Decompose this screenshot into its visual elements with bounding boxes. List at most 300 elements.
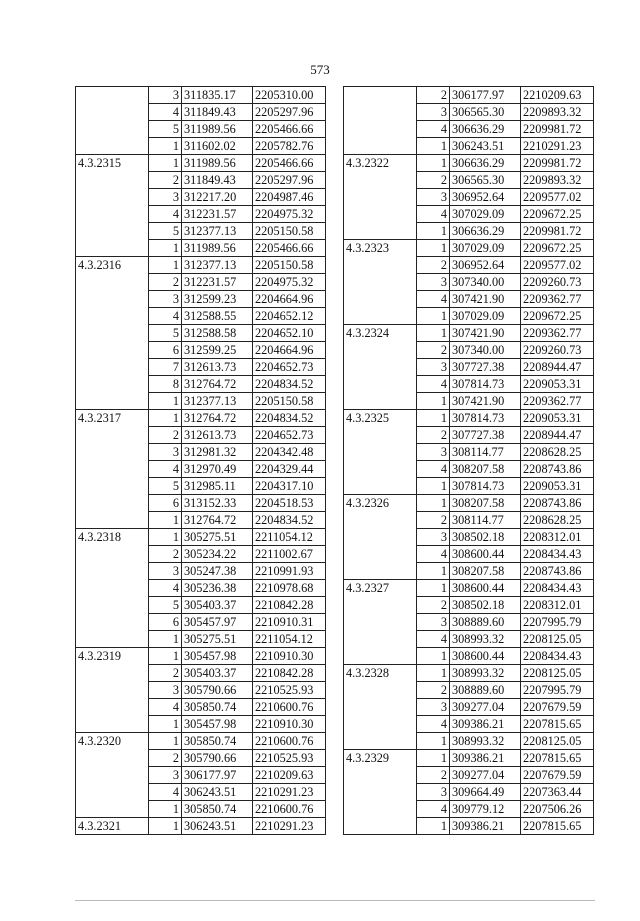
point-number-cell: 1 [417, 138, 450, 155]
plot-id-cell: 4.3.2322 [344, 155, 417, 240]
x-coordinate-cell: 307421.90 [450, 393, 521, 410]
table-row [344, 87, 594, 104]
point-number-cell: 2 [417, 257, 450, 274]
y-coordinate-cell: 2209260.73 [521, 274, 594, 291]
x-coordinate-cell: 306177.97 [182, 767, 253, 784]
x-coordinate-cell: 312981.32 [182, 444, 253, 461]
point-number-cell: 7 [149, 359, 182, 376]
x-coordinate-cell: 306565.30 [450, 104, 521, 121]
point-number-cell: 1 [149, 733, 182, 750]
x-coordinate-cell: 312377.13 [182, 393, 253, 410]
table-row [76, 155, 326, 172]
y-coordinate-cell: 2210600.76 [253, 801, 326, 818]
x-coordinate-cell: 307421.90 [450, 291, 521, 308]
y-coordinate-cell: 2209672.25 [521, 308, 594, 325]
point-number-cell: 1 [149, 648, 182, 665]
x-coordinate-cell: 309277.04 [450, 699, 521, 716]
plot-id-cell: 4.3.2329 [344, 750, 417, 835]
x-coordinate-cell: 305275.51 [182, 529, 253, 546]
x-coordinate-cell: 305850.74 [182, 699, 253, 716]
point-number-cell: 2 [417, 512, 450, 529]
x-coordinate-cell: 308889.60 [450, 682, 521, 699]
point-number-cell: 1 [149, 393, 182, 410]
y-coordinate-cell: 2204652.73 [253, 359, 326, 376]
x-coordinate-cell: 307727.38 [450, 427, 521, 444]
y-coordinate-cell: 2210600.76 [253, 699, 326, 716]
y-coordinate-cell: 2209260.73 [521, 342, 594, 359]
point-number-cell: 3 [149, 291, 182, 308]
point-number-cell: 6 [149, 342, 182, 359]
y-coordinate-cell: 2209893.32 [521, 172, 594, 189]
table-row [344, 155, 594, 172]
x-coordinate-cell: 305234.22 [182, 546, 253, 563]
x-coordinate-cell: 312599.23 [182, 291, 253, 308]
y-coordinate-cell: 2204834.52 [253, 376, 326, 393]
point-number-cell: 3 [417, 189, 450, 206]
table-row [76, 529, 326, 546]
y-coordinate-cell: 2211054.12 [253, 631, 326, 648]
point-number-cell: 4 [417, 716, 450, 733]
point-number-cell: 1 [417, 495, 450, 512]
y-coordinate-cell: 2210209.63 [253, 767, 326, 784]
x-coordinate-cell: 305457.98 [182, 648, 253, 665]
point-number-cell: 1 [149, 240, 182, 257]
y-coordinate-cell: 2211054.12 [253, 529, 326, 546]
point-number-cell: 1 [417, 223, 450, 240]
plot-id-cell: 4.3.2328 [344, 665, 417, 750]
point-number-cell: 4 [149, 461, 182, 478]
point-number-cell: 4 [149, 206, 182, 223]
y-coordinate-cell: 2205150.58 [253, 257, 326, 274]
y-coordinate-cell: 2210991.93 [253, 563, 326, 580]
point-number-cell: 6 [149, 614, 182, 631]
point-number-cell: 1 [417, 818, 450, 835]
y-coordinate-cell: 2210910.30 [253, 716, 326, 733]
point-number-cell: 1 [417, 733, 450, 750]
point-number-cell: 6 [149, 495, 182, 512]
point-number-cell: 3 [417, 699, 450, 716]
point-number-cell: 3 [149, 87, 182, 104]
point-number-cell: 2 [149, 750, 182, 767]
point-number-cell: 3 [417, 274, 450, 291]
point-number-cell: 4 [417, 546, 450, 563]
x-coordinate-cell: 308502.18 [450, 597, 521, 614]
y-coordinate-cell: 2209053.31 [521, 376, 594, 393]
x-coordinate-cell: 306952.64 [450, 189, 521, 206]
table-row [344, 240, 594, 257]
point-number-cell: 5 [149, 478, 182, 495]
plot-id-cell: 4.3.2326 [344, 495, 417, 580]
x-coordinate-cell: 311989.56 [182, 155, 253, 172]
y-coordinate-cell: 2208743.86 [521, 563, 594, 580]
x-coordinate-cell: 307814.73 [450, 478, 521, 495]
y-coordinate-cell: 2209577.02 [521, 257, 594, 274]
page-number: 573 [310, 62, 330, 77]
y-coordinate-cell: 2205150.58 [253, 223, 326, 240]
point-number-cell: 3 [149, 444, 182, 461]
table-row [76, 257, 326, 274]
y-coordinate-cell: 2204317.10 [253, 478, 326, 495]
x-coordinate-cell: 306636.29 [450, 155, 521, 172]
x-coordinate-cell: 308600.44 [450, 546, 521, 563]
y-coordinate-cell: 2209893.32 [521, 104, 594, 121]
x-coordinate-cell: 305790.66 [182, 682, 253, 699]
x-coordinate-cell: 313152.33 [182, 495, 253, 512]
point-number-cell: 4 [417, 206, 450, 223]
point-number-cell: 2 [417, 342, 450, 359]
x-coordinate-cell: 308114.77 [450, 444, 521, 461]
y-coordinate-cell: 2210910.31 [253, 614, 326, 631]
point-number-cell: 2 [149, 427, 182, 444]
x-coordinate-cell: 306243.51 [182, 818, 253, 835]
y-coordinate-cell: 2207506.26 [521, 801, 594, 818]
x-coordinate-cell: 306177.97 [450, 87, 521, 104]
x-coordinate-cell: 305403.37 [182, 597, 253, 614]
y-coordinate-cell: 2208125.05 [521, 733, 594, 750]
x-coordinate-cell: 307727.38 [450, 359, 521, 376]
table-row [76, 410, 326, 427]
y-coordinate-cell: 2210209.63 [521, 87, 594, 104]
y-coordinate-cell: 2209672.25 [521, 206, 594, 223]
point-number-cell: 1 [417, 325, 450, 342]
x-coordinate-cell: 308114.77 [450, 512, 521, 529]
y-coordinate-cell: 2204664.96 [253, 291, 326, 308]
table-row [344, 495, 594, 512]
y-coordinate-cell: 2208434.43 [521, 648, 594, 665]
x-coordinate-cell: 312613.73 [182, 427, 253, 444]
y-coordinate-cell: 2209362.77 [521, 325, 594, 342]
point-number-cell: 1 [149, 138, 182, 155]
y-coordinate-cell: 2208944.47 [521, 359, 594, 376]
x-coordinate-cell: 311849.43 [182, 172, 253, 189]
point-number-cell: 3 [149, 563, 182, 580]
table-row [76, 818, 326, 835]
y-coordinate-cell: 2210525.93 [253, 682, 326, 699]
point-number-cell: 3 [417, 444, 450, 461]
table-row [344, 580, 594, 597]
y-coordinate-cell: 2204652.73 [253, 427, 326, 444]
point-number-cell: 4 [417, 801, 450, 818]
x-coordinate-cell: 308600.44 [450, 580, 521, 597]
x-coordinate-cell: 307340.00 [450, 274, 521, 291]
plot-id-cell: 4.3.2318 [76, 529, 149, 648]
point-number-cell: 4 [149, 580, 182, 597]
point-number-cell: 4 [417, 121, 450, 138]
y-coordinate-cell: 2204518.53 [253, 495, 326, 512]
x-coordinate-cell: 305850.74 [182, 733, 253, 750]
y-coordinate-cell: 2204664.96 [253, 342, 326, 359]
x-coordinate-cell: 312588.55 [182, 308, 253, 325]
plot-id-cell: 4.3.2321 [76, 818, 149, 835]
y-coordinate-cell: 2210600.76 [253, 733, 326, 750]
x-coordinate-cell: 312985.11 [182, 478, 253, 495]
x-coordinate-cell: 307029.09 [450, 240, 521, 257]
point-number-cell: 3 [417, 784, 450, 801]
point-number-cell: 3 [417, 104, 450, 121]
point-number-cell: 2 [149, 172, 182, 189]
point-number-cell: 2 [417, 87, 450, 104]
table-body [76, 87, 326, 835]
plot-id-cell: 4.3.2315 [76, 155, 149, 257]
point-number-cell: 1 [417, 563, 450, 580]
y-coordinate-cell: 2205466.66 [253, 155, 326, 172]
x-coordinate-cell: 312217.20 [182, 189, 253, 206]
page-bottom-rule [75, 900, 595, 901]
x-coordinate-cell: 305850.74 [182, 801, 253, 818]
x-coordinate-cell: 312599.25 [182, 342, 253, 359]
point-number-cell: 3 [417, 359, 450, 376]
point-number-cell: 3 [417, 614, 450, 631]
y-coordinate-cell: 2209362.77 [521, 291, 594, 308]
point-number-cell: 2 [149, 274, 182, 291]
point-number-cell: 1 [149, 529, 182, 546]
table-row [76, 648, 326, 665]
y-coordinate-cell: 2204834.52 [253, 410, 326, 427]
y-coordinate-cell: 2204834.52 [253, 512, 326, 529]
x-coordinate-cell: 308993.32 [450, 733, 521, 750]
y-coordinate-cell: 2209981.72 [521, 121, 594, 138]
x-coordinate-cell: 309386.21 [450, 818, 521, 835]
y-coordinate-cell: 2208125.05 [521, 665, 594, 682]
x-coordinate-cell: 309386.21 [450, 716, 521, 733]
plot-id-cell: 4.3.2324 [344, 325, 417, 410]
y-coordinate-cell: 2205310.00 [253, 87, 326, 104]
point-number-cell: 1 [149, 818, 182, 835]
y-coordinate-cell: 2209362.77 [521, 393, 594, 410]
point-number-cell: 5 [149, 223, 182, 240]
x-coordinate-cell: 306243.51 [450, 138, 521, 155]
x-coordinate-cell: 312970.49 [182, 461, 253, 478]
y-coordinate-cell: 2207995.79 [521, 682, 594, 699]
x-coordinate-cell: 305275.51 [182, 631, 253, 648]
plot-id-cell: 4.3.2320 [76, 733, 149, 818]
point-number-cell: 1 [417, 308, 450, 325]
y-coordinate-cell: 2208743.86 [521, 461, 594, 478]
point-number-cell: 2 [417, 682, 450, 699]
y-coordinate-cell: 2207815.65 [521, 716, 594, 733]
x-coordinate-cell: 306565.30 [450, 172, 521, 189]
x-coordinate-cell: 306243.51 [182, 784, 253, 801]
y-coordinate-cell: 2204975.32 [253, 206, 326, 223]
x-coordinate-cell: 308207.58 [450, 461, 521, 478]
table-row [344, 665, 594, 682]
x-coordinate-cell: 305457.98 [182, 716, 253, 733]
point-number-cell: 2 [149, 546, 182, 563]
y-coordinate-cell: 2210842.28 [253, 597, 326, 614]
plot-id-cell: 4.3.2316 [76, 257, 149, 410]
x-coordinate-cell: 312764.72 [182, 410, 253, 427]
point-number-cell: 1 [417, 750, 450, 767]
x-coordinate-cell: 307340.00 [450, 342, 521, 359]
point-number-cell: 2 [417, 767, 450, 784]
y-coordinate-cell: 2210291.23 [521, 138, 594, 155]
y-coordinate-cell: 2210910.30 [253, 648, 326, 665]
y-coordinate-cell: 2210842.28 [253, 665, 326, 682]
x-coordinate-cell: 308993.32 [450, 631, 521, 648]
point-number-cell: 1 [417, 155, 450, 172]
y-coordinate-cell: 2210291.23 [253, 784, 326, 801]
point-number-cell: 1 [417, 393, 450, 410]
y-coordinate-cell: 2205150.58 [253, 393, 326, 410]
x-coordinate-cell: 309277.04 [450, 767, 521, 784]
point-number-cell: 2 [417, 172, 450, 189]
point-number-cell: 3 [417, 529, 450, 546]
x-coordinate-cell: 307814.73 [450, 376, 521, 393]
x-coordinate-cell: 312377.13 [182, 223, 253, 240]
coordinates-table-right [343, 86, 594, 835]
x-coordinate-cell: 311835.17 [182, 87, 253, 104]
coordinates-table-left [75, 86, 326, 835]
y-coordinate-cell: 2207815.65 [521, 818, 594, 835]
y-coordinate-cell: 2208434.43 [521, 546, 594, 563]
plot-id-cell: 4.3.2325 [344, 410, 417, 495]
x-coordinate-cell: 311989.56 [182, 121, 253, 138]
x-coordinate-cell: 305403.37 [182, 665, 253, 682]
point-number-cell: 4 [417, 631, 450, 648]
point-number-cell: 3 [149, 767, 182, 784]
y-coordinate-cell: 2209981.72 [521, 155, 594, 172]
y-coordinate-cell: 2210978.68 [253, 580, 326, 597]
x-coordinate-cell: 311602.02 [182, 138, 253, 155]
y-coordinate-cell: 2205466.66 [253, 240, 326, 257]
y-coordinate-cell: 2207679.59 [521, 699, 594, 716]
x-coordinate-cell: 312588.58 [182, 325, 253, 342]
point-number-cell: 1 [417, 240, 450, 257]
x-coordinate-cell: 307029.09 [450, 206, 521, 223]
point-number-cell: 5 [149, 325, 182, 342]
point-number-cell: 1 [417, 410, 450, 427]
x-coordinate-cell: 307814.73 [450, 410, 521, 427]
y-coordinate-cell: 2205297.96 [253, 104, 326, 121]
x-coordinate-cell: 307029.09 [450, 308, 521, 325]
x-coordinate-cell: 308993.32 [450, 665, 521, 682]
y-coordinate-cell: 2209981.72 [521, 223, 594, 240]
table-row [344, 410, 594, 427]
y-coordinate-cell: 2205782.76 [253, 138, 326, 155]
point-number-cell: 2 [417, 427, 450, 444]
x-coordinate-cell: 312613.73 [182, 359, 253, 376]
table-body [344, 87, 594, 835]
point-number-cell: 4 [417, 291, 450, 308]
y-coordinate-cell: 2208312.01 [521, 529, 594, 546]
x-coordinate-cell: 308502.18 [450, 529, 521, 546]
x-coordinate-cell: 305247.38 [182, 563, 253, 580]
x-coordinate-cell: 312764.72 [182, 376, 253, 393]
y-coordinate-cell: 2210291.23 [253, 818, 326, 835]
point-number-cell: 1 [417, 665, 450, 682]
x-coordinate-cell: 312231.57 [182, 274, 253, 291]
y-coordinate-cell: 2205466.66 [253, 121, 326, 138]
y-coordinate-cell: 2208628.25 [521, 444, 594, 461]
point-number-cell: 2 [417, 597, 450, 614]
y-coordinate-cell: 2204975.32 [253, 274, 326, 291]
x-coordinate-cell: 306952.64 [450, 257, 521, 274]
y-coordinate-cell: 2211002.67 [253, 546, 326, 563]
point-number-cell: 1 [417, 478, 450, 495]
y-coordinate-cell: 2207995.79 [521, 614, 594, 631]
point-number-cell: 4 [417, 376, 450, 393]
plot-id-cell: 4.3.2327 [344, 580, 417, 665]
plot-id-cell: 4.3.2323 [344, 240, 417, 325]
y-coordinate-cell: 2204342.48 [253, 444, 326, 461]
point-number-cell: 4 [149, 699, 182, 716]
y-coordinate-cell: 2209577.02 [521, 189, 594, 206]
y-coordinate-cell: 2209053.31 [521, 478, 594, 495]
y-coordinate-cell: 2207363.44 [521, 784, 594, 801]
point-number-cell: 3 [149, 189, 182, 206]
x-coordinate-cell: 309386.21 [450, 750, 521, 767]
point-number-cell: 5 [149, 121, 182, 138]
point-number-cell: 4 [149, 104, 182, 121]
x-coordinate-cell: 308600.44 [450, 648, 521, 665]
x-coordinate-cell: 306636.29 [450, 121, 521, 138]
y-coordinate-cell: 2208312.01 [521, 597, 594, 614]
plot-id-cell: 4.3.2319 [76, 648, 149, 733]
x-coordinate-cell: 308207.58 [450, 495, 521, 512]
point-number-cell: 8 [149, 376, 182, 393]
table-row [344, 325, 594, 342]
x-coordinate-cell: 306636.29 [450, 223, 521, 240]
y-coordinate-cell: 2204987.46 [253, 189, 326, 206]
x-coordinate-cell: 312377.13 [182, 257, 253, 274]
y-coordinate-cell: 2210525.93 [253, 750, 326, 767]
y-coordinate-cell: 2205297.96 [253, 172, 326, 189]
point-number-cell: 1 [149, 155, 182, 172]
x-coordinate-cell: 309664.49 [450, 784, 521, 801]
point-number-cell: 1 [417, 648, 450, 665]
y-coordinate-cell: 2208743.86 [521, 495, 594, 512]
point-number-cell: 5 [149, 597, 182, 614]
x-coordinate-cell: 312764.72 [182, 512, 253, 529]
y-coordinate-cell: 2207815.65 [521, 750, 594, 767]
point-number-cell: 4 [149, 784, 182, 801]
y-coordinate-cell: 2204329.44 [253, 461, 326, 478]
point-number-cell: 1 [149, 512, 182, 529]
x-coordinate-cell: 307421.90 [450, 325, 521, 342]
x-coordinate-cell: 308207.58 [450, 563, 521, 580]
x-coordinate-cell: 311849.43 [182, 104, 253, 121]
table-row [76, 87, 326, 104]
point-number-cell: 2 [149, 665, 182, 682]
y-coordinate-cell: 2208125.05 [521, 631, 594, 648]
plot-id-cell [344, 87, 417, 155]
point-number-cell: 3 [149, 682, 182, 699]
table-row [344, 750, 594, 767]
point-number-cell: 1 [149, 716, 182, 733]
y-coordinate-cell: 2204652.10 [253, 325, 326, 342]
point-number-cell: 1 [417, 580, 450, 597]
table-row [76, 733, 326, 750]
point-number-cell: 1 [149, 410, 182, 427]
x-coordinate-cell: 309779.12 [450, 801, 521, 818]
point-number-cell: 1 [149, 631, 182, 648]
point-number-cell: 1 [149, 801, 182, 818]
plot-id-cell [76, 87, 149, 155]
plot-id-cell: 4.3.2317 [76, 410, 149, 529]
y-coordinate-cell: 2208434.43 [521, 580, 594, 597]
x-coordinate-cell: 308889.60 [450, 614, 521, 631]
x-coordinate-cell: 312231.57 [182, 206, 253, 223]
point-number-cell: 1 [149, 257, 182, 274]
y-coordinate-cell: 2204652.12 [253, 308, 326, 325]
y-coordinate-cell: 2209672.25 [521, 240, 594, 257]
y-coordinate-cell: 2207679.59 [521, 767, 594, 784]
y-coordinate-cell: 2208628.25 [521, 512, 594, 529]
x-coordinate-cell: 305457.97 [182, 614, 253, 631]
x-coordinate-cell: 311989.56 [182, 240, 253, 257]
point-number-cell: 4 [149, 308, 182, 325]
x-coordinate-cell: 305790.66 [182, 750, 253, 767]
